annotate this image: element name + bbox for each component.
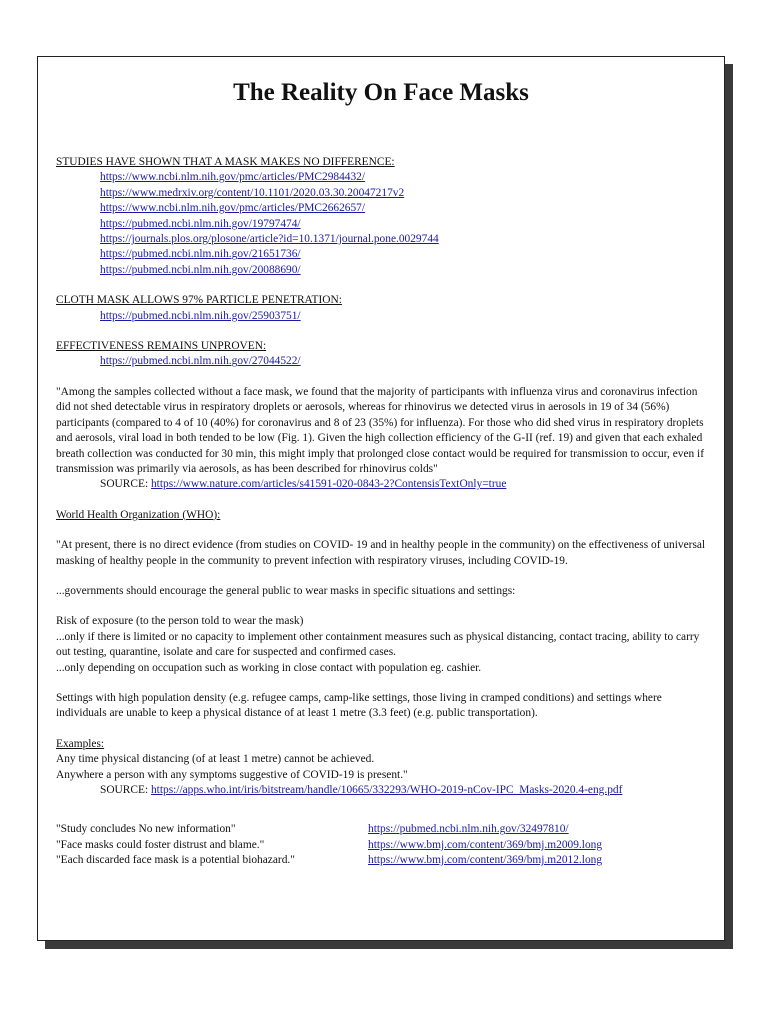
source-label: SOURCE:: [100, 784, 149, 796]
nature-source: [56, 477, 711, 492]
who-source: [56, 783, 711, 798]
example-item: Any time physical distancing (of at least 1 metre) cannot be achieved.: [56, 753, 375, 766]
studies-links: [56, 170, 711, 278]
study-link[interactable]: https://www.ncbi.nlm.nih.gov/pmc/articles/PMC2662657/: [100, 202, 366, 215]
document-body: [56, 155, 711, 869]
examples-heading: Examples:: [56, 737, 105, 750]
who-source-link[interactable]: https://apps.who.int/iris/bitstream/handle/10665/332293/WHO-2019-nCov-IPC_Masks-2020.4-eng.pdf: [150, 784, 623, 796]
effectiveness-link[interactable]: https://pubmed.ncbi.nlm.nih.gov/27044522/: [100, 355, 301, 368]
page-title: The Reality On Face Masks: [233, 79, 529, 106]
document-page: [37, 56, 725, 941]
quote-row: [56, 822, 711, 837]
quote-text: "Face masks could foster distrust and blame.": [56, 838, 265, 851]
nature-quote: "Among the samples collected without a face mask, we found that the majority of participants with influenza virus and coronavirus infection did not shed detectable virus in respiratory droplets or aerosols, whereas for rhinovirus we detected virus in aerosols in 19 of 34 (56%) participants (compared to 4 of 10 (40%) for coronavirus and 8 of 23 (35%) for influenza). For those who did shed virus in respiratory droplets and aerosols, viral load in both tended to be low (Fig. 1). Given the high collection efficiency of the G-II (ref. 19) and given that each exhaled breath collection was conducted for 30 min, this might imply that prolonged close contact would be required for transmission to occur, even if transmission was primarily via aerosols, as has been described for rhinovirus colds": [56, 385, 705, 475]
who-settings: Settings with high population density (e.g. refugee camps, camp-like settings, those living in cramped conditions) and settings where individuals are unable to keep a physical distance of at least 1 metre (3.3 feet) (e.g. public transportation).: [56, 691, 662, 720]
quote-link[interactable]: https://www.bmj.com/content/369/bmj.m2009.long: [368, 838, 603, 851]
study-link[interactable]: https://pubmed.ncbi.nlm.nih.gov/21651736/: [100, 248, 301, 261]
studies-heading: STUDIES HAVE SHOWN THAT A MASK MAKES NO DIFFERENCE:: [56, 156, 395, 168]
who-risk-item: ...only depending on occupation such as working in close contact with population eg. cashier.: [56, 661, 482, 674]
who-risk-heading: Risk of exposure (to the person told to wear the mask): [56, 615, 304, 628]
study-link[interactable]: https://journals.plos.org/plosone/article?id=10.1371/journal.pone.0029744: [100, 233, 439, 246]
quote-link[interactable]: https://www.bmj.com/content/369/bmj.m2012.long: [368, 854, 603, 867]
study-link[interactable]: https://www.ncbi.nlm.nih.gov/pmc/articles/PMC2984432/: [100, 171, 366, 184]
cloth-link[interactable]: https://pubmed.ncbi.nlm.nih.gov/25903751/: [100, 309, 301, 322]
quote-row: [56, 838, 711, 853]
cloth-heading: CLOTH MASK ALLOWS 97% PARTICLE PENETRATION:: [56, 294, 342, 307]
study-link[interactable]: https://www.medrxiv.org/content/10.1101/2020.03.30.20047217v2: [100, 186, 405, 199]
quote-link[interactable]: https://pubmed.ncbi.nlm.nih.gov/32497810/: [368, 823, 569, 836]
quotes-table: [56, 822, 711, 868]
quote-text: "Each discarded face mask is a potential biohazard.": [56, 854, 295, 867]
quote-row: [56, 853, 711, 868]
who-heading: World Health Organization (WHO):: [56, 508, 221, 521]
who-risk-item: ...only if there is limited or no capacity to implement other containment measures such as physical distancing, contact tracing, ability to carry out testing, quarantine, isolate and care for suspected and confirmed cases.: [56, 630, 700, 659]
study-link[interactable]: https://pubmed.ncbi.nlm.nih.gov/19797474/: [100, 217, 301, 230]
quote-text: "Study concludes No new information": [56, 823, 236, 836]
nature-source-link[interactable]: https://www.nature.com/articles/s41591-020-0843-2?ContensisTextOnly=true: [150, 478, 507, 491]
effectiveness-heading: EFFECTIVENESS REMAINS UNPROVEN:: [56, 340, 267, 353]
example-item: Anywhere a person with any symptoms suggestive of COVID-19 is present.": [56, 768, 408, 781]
source-label: SOURCE:: [100, 478, 149, 491]
study-link[interactable]: https://pubmed.ncbi.nlm.nih.gov/20088690/: [100, 263, 301, 276]
who-governments: ...governments should encourage the general public to wear masks in specific situations and settings:: [56, 584, 516, 597]
who-quote: "At present, there is no direct evidence (from studies on COVID- 19 and in healthy people in the community) on the effectiveness of universal masking of healthy people in the community to prevent infection with respiratory viruses, including COVID-19.: [56, 539, 706, 567]
